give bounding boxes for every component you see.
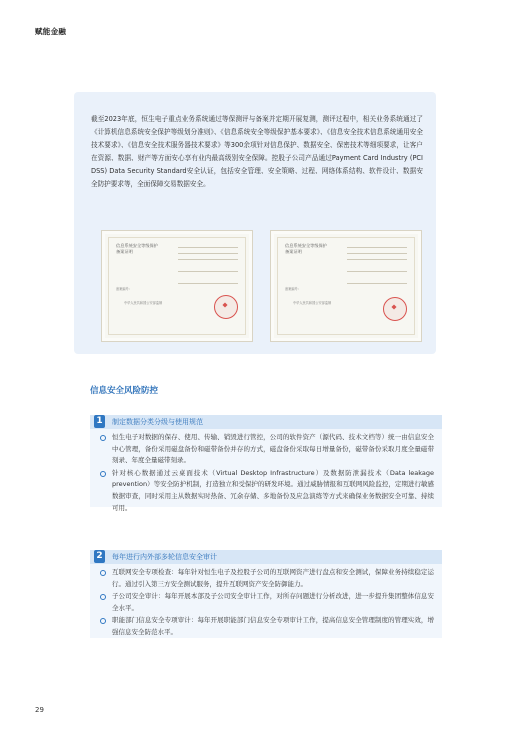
list-item: 子公司安全审计：每年开展本部及子公司安全审计工作，对所存问题进行分析改进，进一步提升集团整体信息安全水平。 bbox=[100, 591, 434, 614]
certificate-title: 信息系统安全等级保护 备案证明 bbox=[116, 243, 158, 254]
seal-stamp bbox=[214, 295, 238, 319]
block-header bbox=[90, 415, 442, 429]
measure-block-2 bbox=[90, 550, 442, 638]
page-number: 29 bbox=[35, 706, 44, 714]
number-badge: 1 bbox=[94, 415, 105, 428]
certificate-number: 备案编号： bbox=[116, 287, 132, 291]
certificate-footer: 中华人民共和国公安部监制 bbox=[124, 301, 163, 305]
certificate-number: 备案编号： bbox=[285, 287, 301, 291]
seal-stamp bbox=[383, 297, 407, 321]
certificate-footer: 中华人民共和国公安部监制 bbox=[293, 301, 332, 305]
header-label: 赋能金融 bbox=[35, 27, 67, 36]
bullet-circle-icon bbox=[100, 618, 106, 624]
bullet-circle-icon bbox=[100, 471, 106, 477]
list-item: 针对核心数据通过云桌面技术（Virtual Desktop Infrastructure）及数据防泄漏技术（Data leakage prevention）等安全防护机制，打造独立和受保护的研发环境。通过威胁情报和互联网风险监控，定期进行敏感数据审查，同时采用主从数据实时热备、冗余存储、多地备份及应急演练等方式来确保业务数据安全可靠、持续可用。 bbox=[100, 468, 434, 514]
section-title: 信息安全风险防控 bbox=[90, 386, 159, 396]
number-badge: 2 bbox=[94, 550, 105, 563]
certificate-image-2 bbox=[270, 230, 422, 342]
list-item: 恒生电子对数据的保存、使用、传输、销毁进行管控，公司的软件资产（源代码、技术文档等）统一由信息安全中心管理，备份采用磁盘备份和磁带备份并存的方式，磁盘备份采取每日增量备份，磁带备份采取月度全量磁带刻录、年度全量磁带刻录。 bbox=[100, 432, 434, 467]
intro-paragraph: 截至2023年底，恒生电子重点业务系统通过等保测评与备案并定期开展复测，测评过程中，相关业务系统通过了《计算机信息系统安全保护等级划分准则》、《信息系统安全等级保护基本要求》、《信息安全技术信息系统通用安全技术要求》、《信息安全技术服务器技术要求》等300余项针对信息保护、数据安全、保密技术等细项要求，让客户在资源、数据、财产等方面安心享有业内最高级别安全保障。控股子公司产品通过Payment Card Industry (PCI DSS) Data Security Standard安全认证，包括安全管理、安全策略、过程、网络体系结构、软件设计、数据安全防护要求等，全面保障交易数据安全。 bbox=[91, 115, 423, 188]
block-title: 制定数据分类分级与使用规范 bbox=[112, 418, 203, 426]
certificate-image-1 bbox=[101, 230, 253, 342]
list-item: 互联网安全专项检查：每年针对恒生电子及控股子公司的互联网资产进行盘点和安全测试，保障业务持续稳定运行。通过引入第三方安全测试服务，提升互联网资产安全防御能力。 bbox=[100, 567, 434, 590]
bullet-circle-icon bbox=[100, 435, 106, 441]
list-item: 职能部门信息安全专项审计：每年开展职能部门信息安全专项审计工作，提高信息安全管理制度的管理实效，增强信息安全防范水平。 bbox=[100, 615, 434, 638]
block-title: 每年进行内外部多轮信息安全审计 bbox=[112, 553, 217, 561]
certificate-title: 信息系统安全等级保护 备案证明 bbox=[285, 243, 327, 254]
measure-block-1 bbox=[90, 415, 442, 512]
bullet-circle-icon bbox=[100, 570, 106, 576]
bullet-circle-icon bbox=[100, 594, 106, 600]
block-header bbox=[90, 550, 442, 564]
